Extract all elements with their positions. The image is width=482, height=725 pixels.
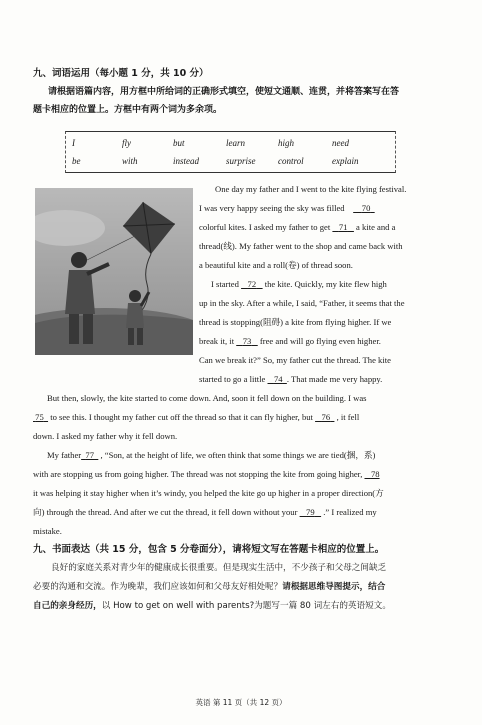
passage-line: My father 77 , “Son, at the height of life, we often think that some things we are tied(捆，系) — [47, 450, 376, 460]
blank-75: 75 — [35, 412, 44, 422]
passage-line: started to go a little 74 . That made me very happy. — [199, 374, 383, 384]
passage-line: But then, slowly, the kite started to come down. And, soon it fell down on the building. I was — [47, 393, 367, 403]
word-option: I — [72, 138, 75, 148]
passage-line: 向) through the thread. And after we cut the thread, it fell down without your 79 .” I realized my — [33, 507, 377, 517]
blank-70: 70 — [361, 203, 371, 213]
word-option: be — [72, 156, 81, 166]
passage-line: thread(线). My father went to the shop and came back with — [199, 241, 403, 251]
prompt-line: 必要的沟通和交流。作为晚辈，我们应该如何和父母友好相处呢？请根据思维导图提示，结合 — [33, 582, 386, 592]
passage-line: up in the sky. After a while, I said, “Father, it seems that the — [199, 298, 405, 308]
passage-line: down. I asked my father why it fell down. — [33, 431, 178, 441]
passage-line: break it, it 73 free and will go flying even higher. — [199, 336, 381, 346]
prompt-line: 自己的亲身经历，以 How to get on well with parents?为题写一篇 80 词左右的英语短文。 — [33, 601, 391, 611]
passage-line: mistake. — [33, 526, 62, 536]
word-option: surprise — [226, 156, 256, 166]
word-option: instead — [173, 156, 199, 166]
word-option: control — [278, 156, 304, 166]
passage-full-width — [33, 389, 453, 541]
blank-73: 73 — [242, 336, 252, 346]
writing-prompt — [33, 559, 453, 616]
word-option: need — [332, 138, 349, 148]
passage-line: I was very happy seeing the sky was filled 70 — [199, 199, 455, 218]
word-box — [65, 131, 396, 173]
instruction-line-1: 请根据语篇内容，用方框中所给词的正确形式填空，使短文通顺、连贯，并将答案写在答 — [48, 87, 400, 97]
passage-line: it was helping it stay higher when it’s windy, you helped the kite go up higher in a proper direction(方 — [33, 488, 384, 498]
instruction-line-2: 题卡相应的位置上。方框中有两个词为多余项。 — [33, 105, 223, 115]
kite-flying-illustration — [35, 188, 193, 355]
page-footer: 英语 第 11 页（共 12 页） — [195, 698, 287, 707]
passage-right-column — [199, 180, 455, 389]
section-heading-writing: 九、书面表达（共 15 分，包含 5 分卷面分），请将短文写在答题卡相应的位置上。 — [33, 544, 385, 555]
word-option: fly — [122, 138, 131, 148]
word-option: learn — [226, 138, 245, 148]
passage-line: colorful kites. I asked my father to get 71 a kite and a — [199, 222, 396, 232]
passage-line: Can we break it?” So, my father cut the thread. The kite — [199, 355, 391, 365]
blank-77: 77 — [85, 450, 95, 460]
passage-line: I started 72 the kite. Quickly, my kite flew high — [211, 279, 387, 289]
word-option: explain — [332, 156, 359, 166]
passage-line: a beautiful kite and a roll(卷) of thread soon. — [199, 260, 353, 270]
blank-78: 78 — [370, 469, 380, 479]
blank-74: 74 — [273, 374, 283, 384]
word-option: high — [278, 138, 295, 148]
word-option: with — [122, 156, 138, 166]
passage-line: thread is stopping(阻碍) a kite from flying higher. If we — [199, 317, 392, 327]
prompt-line: 良好的家庭关系对青少年的健康成长很重要。但是现实生活中，不少孩子和父母之间缺乏 — [51, 563, 387, 573]
passage-line: with are stopping us from going higher. The thread was not stopping the kite from going higher, 78 — [33, 469, 380, 479]
section-heading-word-usage: 九、词语运用（每小题 1 分，共 10 分） — [33, 68, 209, 79]
blank-72: 72 — [247, 279, 257, 289]
passage-line: 75 to see this. I thought my father cut off the thread so that it can fly higher, but 76 , it fell — [33, 408, 453, 427]
word-option: but — [173, 138, 185, 148]
blank-71: 71 — [338, 222, 348, 232]
blank-76: 76 — [321, 412, 331, 422]
blank-79: 79 — [306, 507, 315, 517]
passage-line: One day my father and I went to the kite flying festival. — [215, 184, 407, 194]
